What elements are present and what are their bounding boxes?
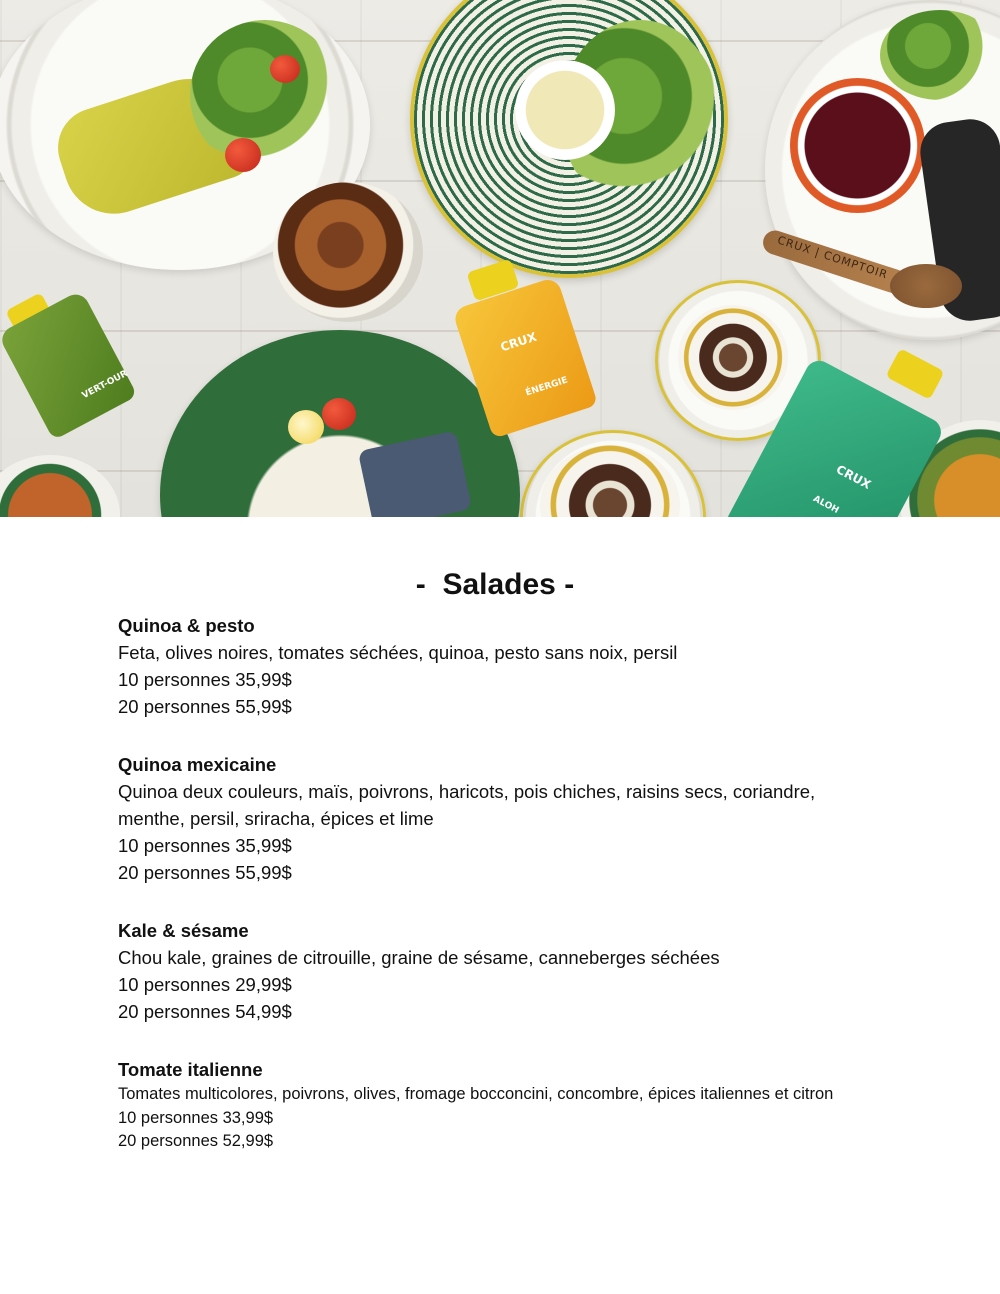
item-description: Quinoa deux couleurs, maïs, poivrons, haricots, pois chiches, raisins secs, coriandre, menthe, persil, sriracha, épices et lime (118, 781, 816, 829)
tomato (322, 398, 356, 430)
item-price: 10 personnes 29,99$ (118, 974, 292, 995)
bottle-brand: CRUX (833, 462, 874, 492)
bottle-label: ÉNERGIE (524, 375, 570, 399)
item-price: 10 personnes 33,99$ (118, 1108, 274, 1127)
item-name: Quinoa & pesto (118, 615, 255, 636)
side-bowl (0, 455, 120, 517)
bottle-label: VERT-OUR (80, 368, 130, 402)
item-price: 20 personnes 55,99$ (118, 862, 292, 883)
item-name: Quinoa mexicaine (118, 754, 277, 775)
item-price: 20 personnes 55,99$ (118, 696, 292, 717)
soy-sauce-dish (790, 78, 925, 213)
hero-food-photo (0, 0, 1000, 517)
item-price: 10 personnes 35,99$ (118, 835, 292, 856)
item-price: 10 personnes 35,99$ (118, 669, 292, 690)
item-name: Tomate italienne (118, 1059, 263, 1080)
item-price: 20 personnes 52,99$ (118, 1132, 274, 1150)
sprouts (880, 10, 1000, 100)
nut-cup (273, 182, 423, 322)
section-title: - Salades - (415, 568, 575, 601)
bottle-label: ALOH (811, 494, 841, 516)
item-description: Feta, olives noires, tomates séchées, quinoa, pesto sans noix, persil (118, 642, 678, 663)
bottle-brand: CRUX (498, 329, 539, 355)
dressing-cup (515, 60, 615, 160)
salad-greens (190, 20, 340, 170)
yellow-tomato (288, 410, 324, 444)
salads-menu (118, 568, 878, 1185)
menu-item (118, 612, 878, 720)
spoon-head (890, 264, 962, 308)
spoon-engraving: CRUX | COMPTOIR (775, 233, 890, 282)
item-description: Tomates multicolores, poivrons, olives, fromage bocconcini, concombre, épices italiennes et citron (118, 1085, 834, 1103)
item-price: 20 personnes 54,99$ (118, 1001, 292, 1022)
energy-balls (678, 305, 788, 410)
item-description: Chou kale, graines de citrouille, graine de sésame, canneberges séchées (118, 947, 720, 968)
bottle-cap (885, 348, 944, 400)
menu-item (118, 917, 878, 1025)
tomato (225, 138, 261, 172)
item-name: Kale & sésame (118, 920, 249, 941)
menu-item (118, 1056, 878, 1154)
menu-item (118, 751, 878, 886)
tomato (270, 55, 300, 83)
